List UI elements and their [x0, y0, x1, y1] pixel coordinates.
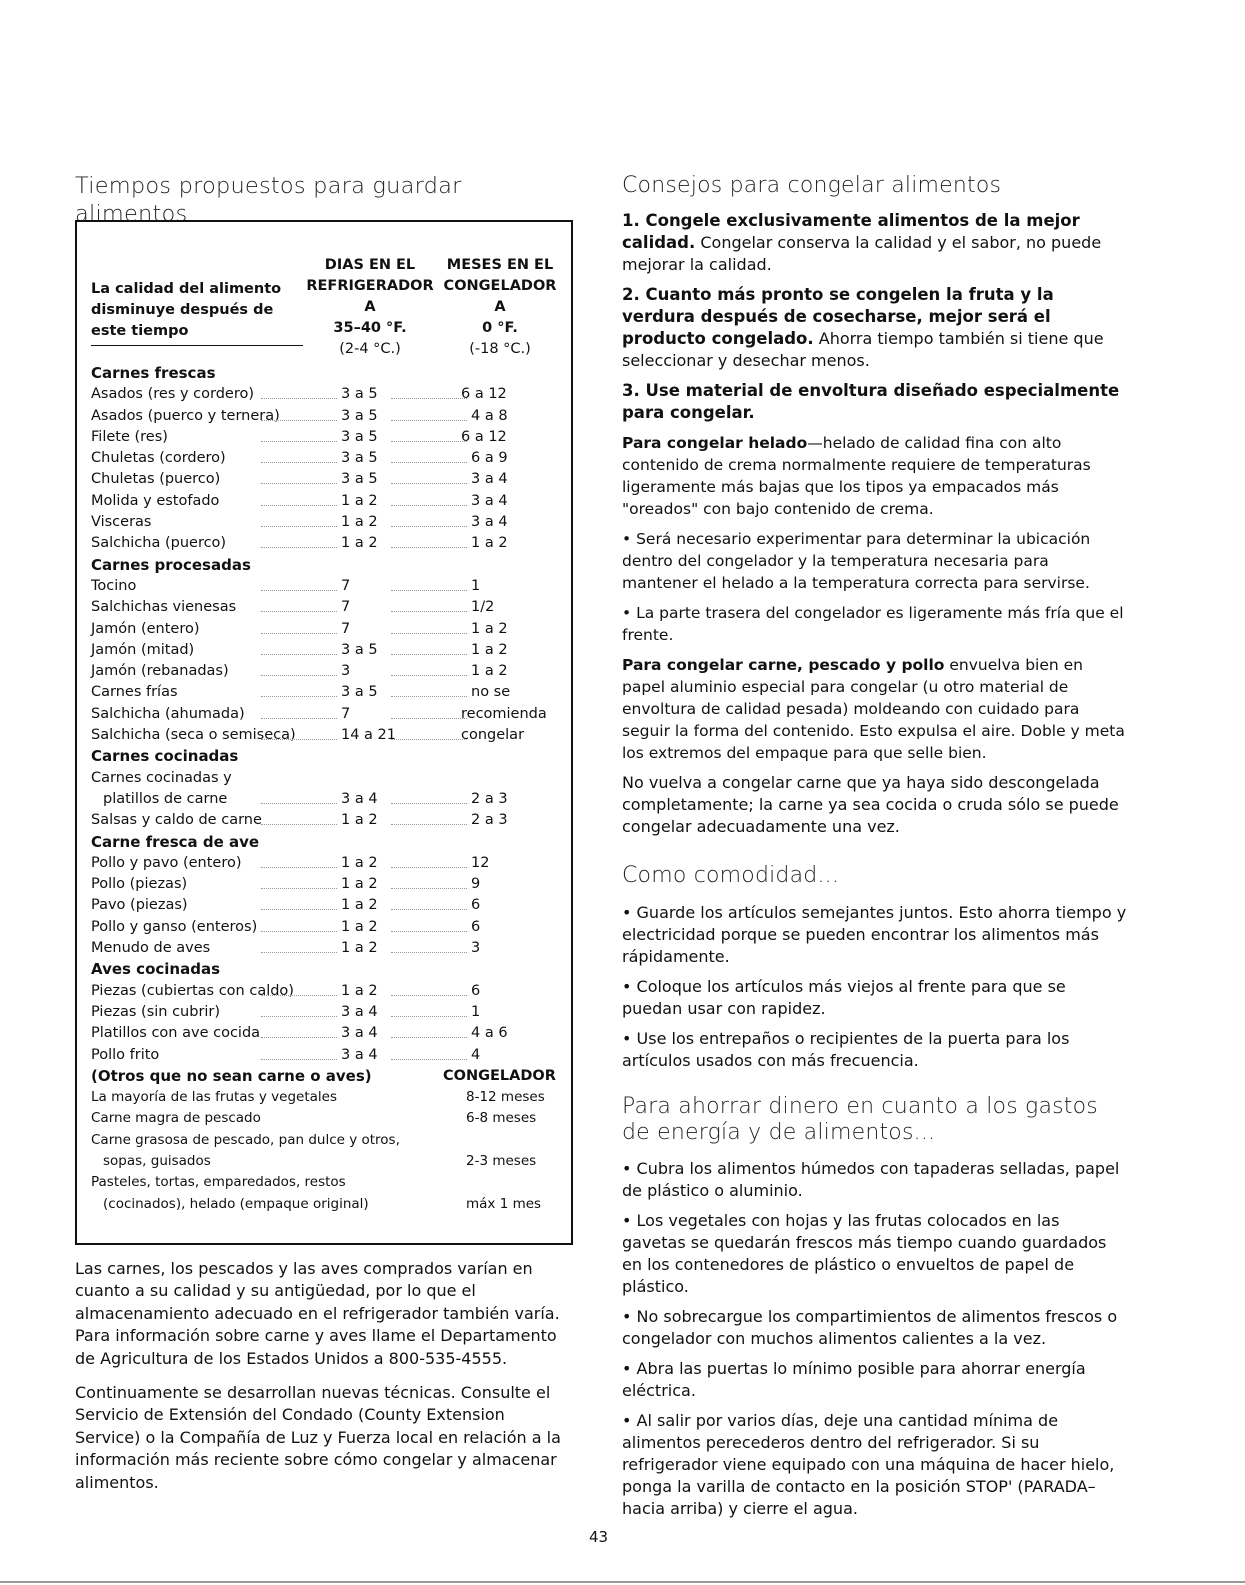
- food-name: Salchicha (ahumada): [91, 705, 245, 722]
- section-title: Carne fresca de ave: [91, 832, 260, 851]
- fridge-days: 1 a 2: [341, 535, 378, 552]
- fridge-days: 1 a 2: [341, 918, 378, 935]
- leader-dots: [261, 696, 337, 697]
- table-row: [91, 1023, 561, 1044]
- freezer-months: congelar: [461, 727, 525, 744]
- quality-label-line: disminuye después de: [91, 302, 274, 318]
- leader-dots: [261, 888, 337, 889]
- fridge-days: 3 a 4: [341, 1003, 378, 1020]
- fridge-days: 1 a 2: [341, 982, 378, 999]
- leader-dots: [391, 995, 467, 996]
- leader-dots: [391, 803, 467, 804]
- tip-1-text: Congelar conserva la calidad y el sabor, no puede mejorar la calidad.: [622, 233, 1102, 274]
- freezer-months: 3 a 4: [471, 492, 508, 509]
- fridge-days: 7: [341, 620, 351, 637]
- leader-dots: [261, 483, 337, 484]
- table-row: [91, 725, 561, 746]
- freezer-header-line: 0 °F.: [482, 320, 518, 336]
- table-row: [91, 682, 561, 703]
- freezer-months: 1 a 2: [471, 641, 508, 658]
- leader-dots: [391, 547, 467, 548]
- leader-dots: [261, 824, 337, 825]
- freezer-header-line: MESES EN EL: [446, 257, 554, 273]
- freezer-header-line: (-18 °C.): [469, 341, 531, 357]
- save-money-item: • Al salir por varios días, deje una cantidad mínima de alimentos perecederos dentro del refrigerador. Si su refrigerador viene equipado con una máquina de hacer hielo, ponga la varilla de contacto en la posición STOP' (PARADA–hacia arriba) y cierre el agua.: [622, 1411, 1115, 1518]
- food-name: Piezas (sin cubrir): [91, 1003, 221, 1020]
- tip-2: [622, 284, 1127, 372]
- freezer-months: 6 a 9: [471, 450, 508, 467]
- table-row: [91, 640, 561, 661]
- leader-dots: [261, 1037, 337, 1038]
- freezer-column-label: CONGELADOR: [443, 1067, 556, 1084]
- food-name: Salchichas vienesas: [91, 599, 237, 616]
- food-name: Pollo y pavo (entero): [91, 854, 242, 871]
- quality-label-line: La calidad del alimento: [91, 281, 282, 297]
- food-name: Carne magra de pescado: [91, 1110, 261, 1127]
- fridge-column-header: [305, 255, 435, 360]
- leader-dots: [391, 398, 467, 399]
- leader-dots: [391, 867, 467, 868]
- food-name: Pollo y ganso (enteros): [91, 918, 258, 935]
- leader-dots: [261, 398, 337, 399]
- leader-dots: [391, 696, 467, 697]
- leader-dots: [391, 611, 467, 612]
- save-money-item: • Los vegetales con hojas y las frutas colocados en las gavetas se quedarán frescos más tiempo cuando guardados en los contenedores de plástico o envueltos de papel de plástico.: [622, 1211, 1107, 1296]
- table-row: [91, 853, 561, 874]
- table-row: [91, 1108, 561, 1129]
- freezer-months: 6: [471, 897, 481, 914]
- freezer-months: 3 a 4: [471, 514, 508, 531]
- extension-service-paragraph: Continuamente se desarrollan nuevas técnicas. Consulte el Servicio de Extensión del Condado (County Extension Service) o la Compañía de Luz y Fuerza local en relación a la información más reciente sobre cómo congelar y almacenar alimentos.: [75, 1383, 561, 1492]
- table-rows: [91, 363, 561, 1215]
- fridge-days: 3 a 4: [341, 1025, 378, 1042]
- table-row: [91, 768, 561, 789]
- freezer-months: 2 a 3: [471, 812, 508, 829]
- fridge-days: 1 a 2: [341, 514, 378, 531]
- fridge-days: 1 a 2: [341, 812, 378, 829]
- table-row: [91, 895, 561, 916]
- freezer-time: máx 1 mes: [466, 1195, 542, 1212]
- freezer-months: 1 a 2: [471, 663, 508, 680]
- quality-label-line: este tiempo: [91, 323, 189, 339]
- quality-label: [91, 279, 301, 342]
- leader-dots: [261, 739, 337, 740]
- food-name: Chuletas (cordero): [91, 450, 226, 467]
- food-name: Jamón (mitad): [91, 641, 195, 658]
- leader-dots: [261, 462, 337, 463]
- leader-dots: [391, 420, 467, 421]
- food-name: Pasteles, tortas, emparedados, restos: [91, 1174, 346, 1191]
- food-name: Molida y estofado: [91, 492, 220, 509]
- freezer-months: 3: [471, 940, 481, 957]
- tip-1: [622, 210, 1127, 276]
- ice-cream-bullet-2: • La parte trasera del congelador es ligeramente más fría que el frente.: [622, 604, 1124, 644]
- freezer-months: 12: [471, 854, 490, 871]
- fridge-days: 3: [341, 663, 351, 680]
- table-row: [91, 576, 561, 597]
- leader-dots: [261, 675, 337, 676]
- table-row: [91, 1045, 561, 1066]
- freezer-months: 9: [471, 876, 481, 893]
- leader-dots: [391, 824, 467, 825]
- leader-dots: [261, 654, 337, 655]
- section-title: (Otros que no sean carne o aves): [91, 1066, 372, 1085]
- convenience-item: • Use los entrepaños o recipientes de la puerta para los artículos usados con más frecuencia.: [622, 1029, 1070, 1070]
- food-name: sopas, guisados: [103, 1152, 211, 1169]
- food-name: La mayoría de las frutas y vegetales: [91, 1089, 337, 1106]
- fridge-days: 3 a 5: [341, 428, 378, 445]
- food-name: Salsas y caldo de carne: [91, 812, 262, 829]
- freezer-time: 2-3 meses: [466, 1152, 537, 1169]
- table-row: [91, 384, 561, 405]
- leader-dots: [391, 1016, 467, 1017]
- food-name: Jamón (rebanadas): [91, 663, 229, 680]
- convenience-item: • Guarde los artículos semejantes juntos. Esto ahorra tiempo y electricidad porque se pueden encontrar los alimentos más rápidamente.: [622, 903, 1127, 966]
- ice-cream-bullet-1: • Será necesario experimentar para determinar la ubicación dentro del congelador y la temperatura necesaria para mantener el helado a la temperatura correcta para servirse.: [622, 530, 1091, 592]
- meat-wrap-tip: [622, 654, 1127, 764]
- page-number: 43: [589, 1528, 609, 1546]
- table-row: [91, 619, 561, 640]
- food-name: Carnes cocinadas y: [91, 769, 232, 786]
- table-row: [91, 789, 561, 810]
- food-name: Filete (res): [91, 428, 168, 445]
- leader-dots: [261, 547, 337, 548]
- leader-dots: [261, 952, 337, 953]
- table-row: [91, 917, 561, 938]
- leader-dots: [261, 803, 337, 804]
- freezer-months: 2 a 3: [471, 790, 508, 807]
- table-row: [91, 1130, 561, 1151]
- freezer-months: 1 a 2: [471, 620, 508, 637]
- table-row: [91, 938, 561, 959]
- save-money-item: • Abra las puertas lo mínimo posible para ahorrar energía eléctrica.: [622, 1359, 1086, 1400]
- food-name: Pollo (piezas): [91, 876, 188, 893]
- save-money-item: • Cubra los alimentos húmedos con tapaderas selladas, papel de plástico o aluminio.: [622, 1159, 1120, 1200]
- leader-dots: [261, 526, 337, 527]
- freezer-months: 1: [471, 577, 481, 594]
- leader-dots: [261, 590, 337, 591]
- refreeze-warning: No vuelva a congelar carne que ya haya sido descongelada completamente; la carne ya sea cocida o cruda sólo se puede congelar adecuadamente una vez.: [622, 773, 1119, 836]
- table-row: [91, 1087, 561, 1108]
- freezer-months: 4: [471, 1046, 481, 1063]
- table-row: [91, 597, 561, 618]
- table-row: [91, 1002, 561, 1023]
- leader-dots: [391, 505, 467, 506]
- leader-dots: [391, 590, 467, 591]
- food-name: Asados (res y cordero): [91, 386, 255, 403]
- meat-wrap-text: envuelva bien en papel aluminio especial para congelar (u otro material de envoltura de calidad pesada) moldeando con cuidado para seguir la forma del contenido. Esto expulsa el aire. Doble y meta los extremos del empaque para que selle bien.: [622, 656, 1125, 762]
- freezer-months: 1/2: [471, 599, 495, 616]
- table-row: [91, 427, 561, 448]
- table-row: [91, 1151, 561, 1172]
- table-row: [91, 491, 561, 512]
- freezer-months: no se: [471, 684, 511, 701]
- leader-dots: [391, 909, 467, 910]
- leader-dots: [261, 867, 337, 868]
- meat-quality-paragraph: Las carnes, los pescados y las aves comprados varían en cuanto a su calidad y su antigüedad, por lo que el almacenamiento adecuado en el refrigerador también varía. Para información sobre carne y aves llame el Departamento de Agricultura de los Estados Unidos a 800-535-4555.: [75, 1259, 560, 1368]
- fridge-days: 1 a 2: [341, 940, 378, 957]
- leader-dots: [391, 718, 467, 719]
- food-name: Salchicha (puerco): [91, 535, 227, 552]
- food-name: Visceras: [91, 514, 152, 531]
- freezer-months: 6 a 12: [461, 386, 507, 403]
- fridge-days: 1 a 2: [341, 492, 378, 509]
- food-name: Salchicha (seca o semiseca): [91, 727, 296, 744]
- leader-dots: [261, 505, 337, 506]
- leader-dots: [391, 675, 467, 676]
- leader-dots: [261, 611, 337, 612]
- meat-wrap-heading: Para congelar carne, pescado y pollo: [622, 656, 945, 674]
- freezer-months: 4 a 6: [471, 1025, 508, 1042]
- ice-cream-text: —helado de calidad fina con alto contenido de crema normalmente requiere de temperaturas ligeramente más bajas que los tipos ya empacados más "oreados" con bajo contenido de crema.: [622, 434, 1091, 518]
- food-name: Tocino: [91, 577, 137, 594]
- fridge-days: 3 a 5: [341, 471, 378, 488]
- leader-dots: [261, 420, 337, 421]
- leader-dots: [261, 633, 337, 634]
- leader-dots: [391, 1059, 467, 1060]
- food-name: Pollo frito: [91, 1046, 160, 1063]
- fridge-header-line: REFRIGERADOR: [306, 278, 434, 294]
- section-title: Carnes procesadas: [91, 555, 251, 574]
- storage-times-title: Tiempos propuestos para guardar alimentos: [75, 173, 462, 227]
- food-name: Platillos con ave cocida: [91, 1025, 261, 1042]
- leader-dots: [391, 526, 467, 527]
- freezer-time: 8-12 meses: [466, 1089, 545, 1106]
- table-row: [91, 469, 561, 490]
- fridge-days: 3 a 4: [341, 1046, 378, 1063]
- freezer-column-header: [435, 255, 565, 360]
- freezer-header-line: A: [494, 299, 506, 315]
- freezer-months: recomienda: [461, 705, 547, 722]
- fridge-days: 7: [341, 599, 351, 616]
- leader-dots: [391, 483, 467, 484]
- fridge-days: 3 a 5: [341, 407, 378, 424]
- ice-cream-tip: [622, 432, 1127, 520]
- fridge-days: 1 a 2: [341, 854, 378, 871]
- freezer-time: 6-8 meses: [466, 1110, 537, 1127]
- leader-dots: [261, 909, 337, 910]
- leader-dots: [261, 441, 337, 442]
- convenience-title: Como comodidad...: [622, 863, 840, 888]
- tip-2-text: Ahorra tiempo también si tiene que seleccionar y desechar menos.: [622, 329, 1104, 370]
- food-name: Menudo de aves: [91, 940, 211, 957]
- table-row: [91, 448, 561, 469]
- leader-dots: [391, 739, 467, 740]
- food-name: (cocinados), helado (empaque original): [103, 1195, 369, 1212]
- section-title: Aves cocinadas: [91, 960, 220, 979]
- food-name: platillos de carne: [103, 790, 228, 807]
- fridge-days: 3 a 4: [341, 790, 378, 807]
- section-title: Carnes frescas: [91, 364, 216, 382]
- leader-dots: [261, 1016, 337, 1017]
- food-name: Jamón (entero): [91, 620, 200, 637]
- tip-3: [622, 380, 1127, 424]
- table-row: [91, 810, 561, 831]
- food-name: Piezas (cubiertas con caldo): [91, 982, 294, 999]
- leader-dots: [391, 931, 467, 932]
- freezing-tips-title: Consejos para congelar alimentos: [622, 173, 1002, 198]
- fridge-days: 1 a 2: [341, 897, 378, 914]
- leader-dots: [261, 1059, 337, 1060]
- leader-dots: [391, 888, 467, 889]
- leader-dots: [391, 633, 467, 634]
- fridge-days: 3 a 5: [341, 450, 378, 467]
- table-row: [91, 1172, 561, 1193]
- table-row: [91, 874, 561, 895]
- leader-dots: [391, 654, 467, 655]
- fridge-header-line: A: [364, 299, 376, 315]
- table-row: [91, 406, 561, 427]
- fridge-days: 7: [341, 705, 351, 722]
- left-notes: [75, 1258, 575, 1494]
- freezer-months: 6: [471, 918, 481, 935]
- tip-3-heading: 3. Use material de envoltura diseñado especialmente para congelar.: [622, 381, 1120, 422]
- freezer-months: 6: [471, 982, 481, 999]
- fridge-days: 14 a 21: [341, 727, 397, 744]
- food-name: Pavo (piezas): [91, 897, 188, 914]
- freezer-header-line: CONGELADOR: [443, 278, 557, 294]
- fridge-header-line: 35–40 °F.: [333, 320, 407, 336]
- save-money-title: Para ahorrar dinero en cuanto a los gastos de energía y de alimentos...: [622, 1094, 1098, 1145]
- table-row: [91, 1194, 561, 1215]
- fridge-days: 3 a 5: [341, 684, 378, 701]
- page-bottom-edge: [0, 1581, 1245, 1583]
- freezer-months: 6 a 12: [461, 428, 507, 445]
- header-divider: [91, 345, 303, 346]
- table-row: [91, 533, 561, 554]
- other-header-row: [91, 1066, 561, 1087]
- freezer-months: 1: [471, 1003, 481, 1020]
- fridge-header-line: DIAS EN EL: [324, 257, 416, 273]
- food-name: Asados (puerco y ternera): [91, 407, 280, 424]
- convenience-item: • Coloque los artículos más viejos al frente para que se puedan usar con rapidez.: [622, 977, 1066, 1018]
- table-row: [91, 981, 561, 1002]
- leader-dots: [261, 995, 337, 996]
- fridge-header-line: (2-4 °C.): [339, 341, 401, 357]
- save-money-item: • No sobrecargue los compartimientos de alimentos frescos o congelador con muchos alimentos calientes a la vez.: [622, 1307, 1118, 1348]
- table-row: [91, 661, 561, 682]
- fridge-days: 7: [341, 577, 351, 594]
- tip-2-heading: 2. Cuanto más pronto se congelen la fruta y la verdura después de cosecharse, mejor será el producto congelado.: [622, 285, 1054, 348]
- tip-1-heading: 1. Congele exclusivamente alimentos de la mejor calidad.: [622, 211, 1080, 252]
- leader-dots: [261, 718, 337, 719]
- section-title: Carnes cocinadas: [91, 747, 239, 766]
- leader-dots: [391, 952, 467, 953]
- leader-dots: [261, 931, 337, 932]
- leader-dots: [391, 441, 467, 442]
- table-row: [91, 512, 561, 533]
- food-name: Carne grasosa de pescado, pan dulce y otros,: [91, 1131, 400, 1148]
- storage-table: [75, 220, 573, 1245]
- food-name: Chuletas (puerco): [91, 471, 221, 488]
- fridge-days: 1 a 2: [341, 876, 378, 893]
- right-column: [622, 172, 1127, 1528]
- freezer-months: 3 a 4: [471, 471, 508, 488]
- fridge-days: 3 a 5: [341, 641, 378, 658]
- freezer-months: 1 a 2: [471, 535, 508, 552]
- food-name: Carnes frías: [91, 684, 178, 701]
- freezer-months: 4 a 8: [471, 407, 508, 424]
- table-row: [91, 704, 561, 725]
- leader-dots: [391, 1037, 467, 1038]
- ice-cream-heading: Para congelar helado: [622, 434, 808, 452]
- fridge-days: 3 a 5: [341, 386, 378, 403]
- leader-dots: [391, 462, 467, 463]
